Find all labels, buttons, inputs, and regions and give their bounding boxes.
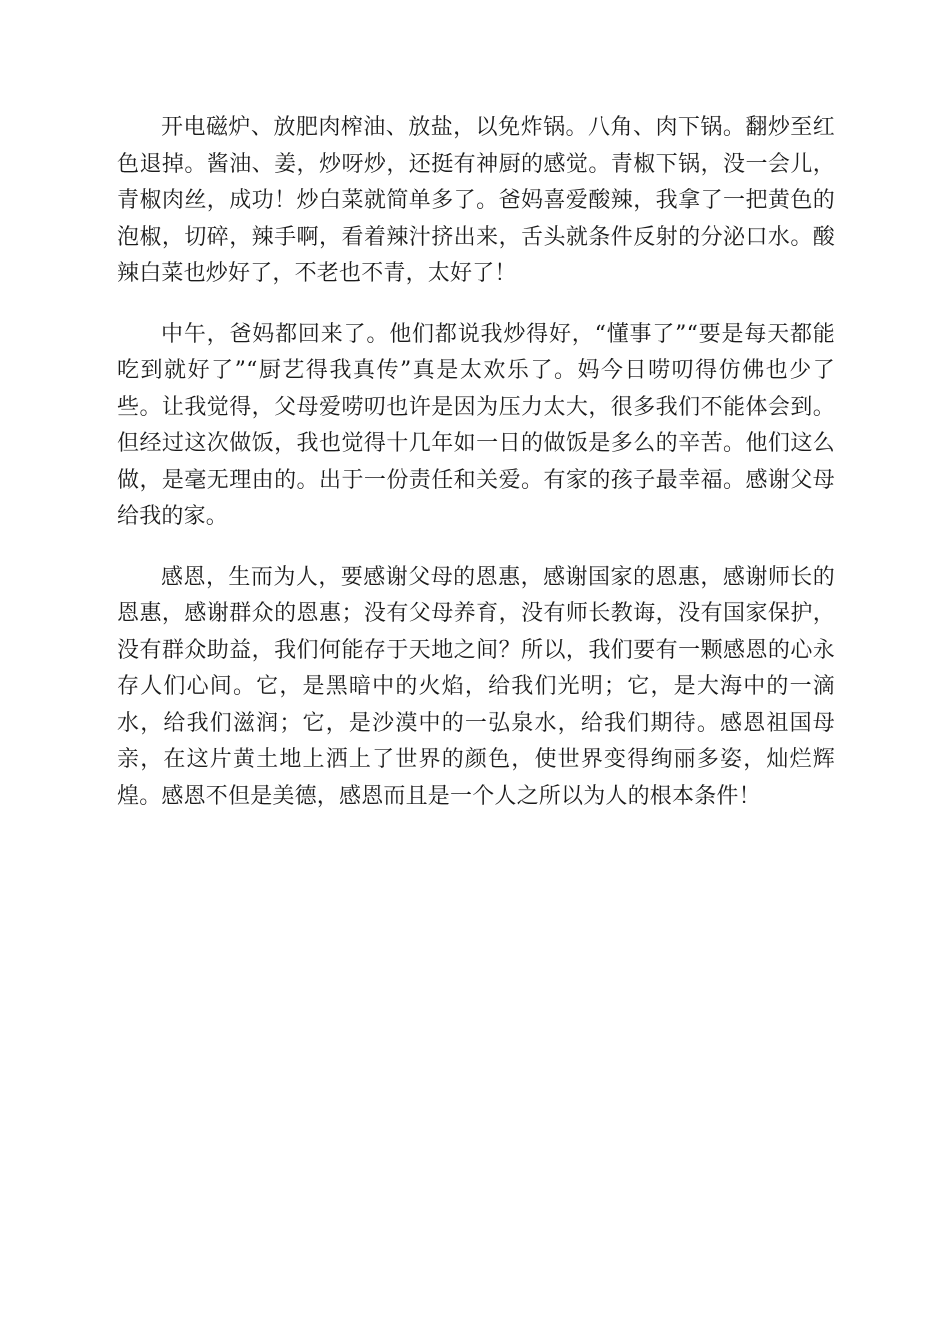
document-body [117,110,835,839]
paragraph-cooking: 开电磁炉、放肥肉榨油、放盐，以免炸锅。八角、肉下锅。翻炒至红色退掉。酱油、姜，炒呀炒，还挺有神厨的感觉。青椒下锅，没一会儿，青椒肉丝，成功！炒白菜就简单多了。爸妈喜爱酸辣，我拿了一把黄色的泡椒，切碎，辣手啊，看着辣汁挤出来，舌头就条件反射的分泌口水。酸辣白菜也炒好了，不老也不青，太好了！ [117,115,835,286]
paragraph-parents: 中午，爸妈都回来了。他们都说我炒得好，“懂事了”“要是每天都能吃到就好了”“厨艺得我真传”真是太欢乐了。妈今日唠叨得仿佛也少了些。让我觉得，父母爱唠叨也许是因为压力太大，很多我们不能体会到。但经过这次做饭，我也觉得十几年如一日的做饭是多么的辛苦。他们这么做，是毫无理由的。出于一份责任和关爱。有家的孩子最幸福。感谢父母给我的家。 [117,321,835,529]
paragraph-gratitude: 感恩，生而为人，要感谢父母的恩惠，感谢国家的恩惠，感谢师长的恩惠，感谢群众的恩惠；没有父母养育，没有师长教诲，没有国家保护，没有群众助益，我们何能存于天地之间？所以，我们要有一颗感恩的心永存人们心间。它，是黑暗中的火焰，给我们光明；它，是大海中的一滴水，给我们滋润；它，是沙漠中的一弘泉水，给我们期待。感恩祖国母亲，在这片黄土地上洒上了世界的颜色，使世界变得绚丽多姿，灿烂辉煌。感恩不但是美德，感恩而且是一个人之所以为人的根本条件！ [117,564,835,809]
